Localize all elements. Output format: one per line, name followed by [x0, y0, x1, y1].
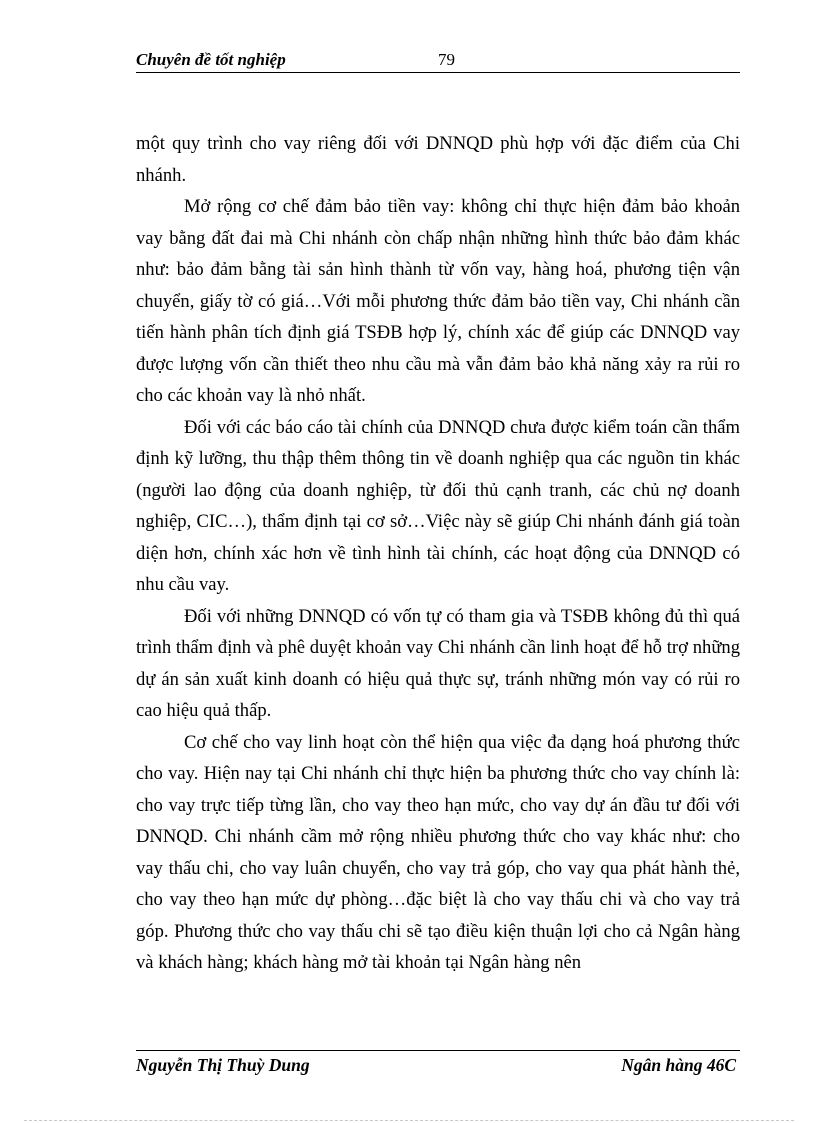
page-footer: [136, 1050, 740, 1083]
paragraph-appraisal: Đối với những DNNQD có vốn tự có tham gia và TSĐB không đủ thì quá trình thẩm định và phê duyệt khoản vay Chi nhánh cần linh hoạt để hỗ trợ những dự án sản xuất kinh doanh có hiệu quả thực sự, tránh những món vay có rủi ro cao hiệu quả thấp.: [136, 605, 740, 721]
paragraph-continuation: một quy trình cho vay riêng đối với DNNQD phù hợp với đặc điểm của Chi nhánh.: [136, 133, 740, 186]
body-text: [136, 128, 740, 979]
document-title: Chuyên đề tốt nghiệp: [136, 50, 286, 69]
page-number: 79: [438, 50, 455, 69]
paragraph-collateral: Mở rộng cơ chế đảm bảo tiền vay: không chỉ thực hiện đảm bảo khoản vay bằng đất đai mà Chi nhánh còn chấp nhận những hình thức bảo đảm khác như: bảo đảm bằng tài sản hình thành từ vốn vay, hàng hoá, phương tiện vận chuyển, giấy tờ có giá…Với mỗi phương thức đảm bảo tiền vay, Chi nhánh cần tiến hành phân tích định giá TSĐB hợp lý, chính xác để giúp các DNNQD vay được lượng vốn cần thiết theo nhu cầu mà vẫn đảm bảo khả năng xảy ra rủi ro cho các khoản vay là nhỏ nhất.: [136, 196, 740, 406]
page-edge-divider: [24, 1120, 794, 1121]
class-name: Ngân hàng 46C: [621, 1055, 736, 1075]
author-name: Nguyễn Thị Thuỳ Dung: [136, 1055, 310, 1075]
paragraph-lending-methods: Cơ chế cho vay linh hoạt còn thể hiện qua việc đa dạng hoá phương thức cho vay. Hiện nay tại Chi nhánh chỉ thực hiện ba phương thức cho vay chính là: cho vay trực tiếp từng lần, cho vay theo hạn mức, cho vay dự án đầu tư đối với DNNQD. Chi nhánh cầm mở rộng nhiều phương thức cho vay khác như: cho vay thấu chi, cho vay luân chuyển, cho vay trả góp, cho vay qua phát hành thẻ, cho vay theo hạn mức dự phòng…đặc biệt là cho vay thấu chi và cho vay trả góp. Phương thức cho vay thấu chi sẽ tạo điều kiện thuận lợi cho cả Ngân hàng và khách hàng; khách hàng mở tài khoản tại Ngân hàng nên: [136, 731, 740, 973]
page-header: [136, 48, 740, 73]
paragraph-financial-reports: Đối với các báo cáo tài chính của DNNQD chưa được kiểm toán cần thẩm định kỹ lưỡng, thu thập thêm thông tin về doanh nghiệp qua các nguồn tin khác (người lao động của doanh nghiệp, từ đối thủ cạnh tranh, các chủ nợ doanh nghiệp, CIC…), thẩm định tại cơ sở…Việc này sẽ giúp Chi nhánh đánh giá toàn diện hơn, chính xác hơn về tình hình tài chính, các hoạt động của DNNQD có nhu cầu vay.: [136, 416, 740, 595]
